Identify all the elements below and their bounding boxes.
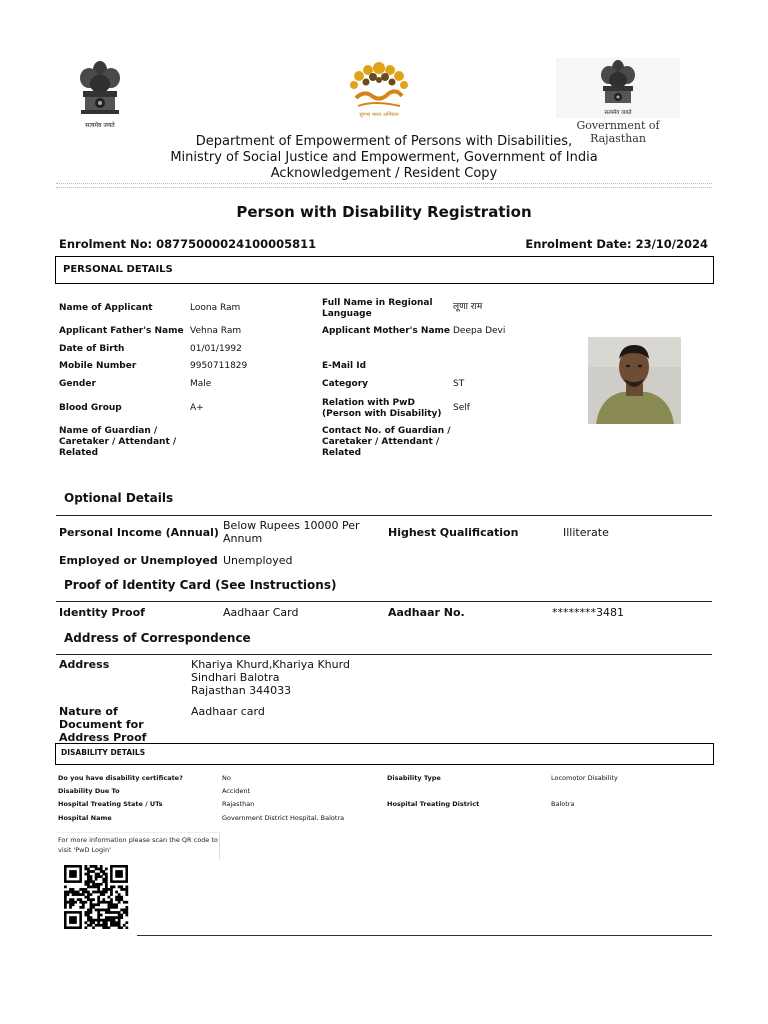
qualification-value: Illiterate: [563, 526, 609, 539]
blood-group-label: Blood Group: [59, 403, 122, 413]
disability-details-header: [55, 743, 714, 765]
certificate-label: Do you have disability certificate?: [58, 774, 183, 782]
category-value: ST: [453, 379, 465, 389]
hospital-district-label: Hospital Treating District: [387, 800, 480, 808]
qr-note: For more information please scan the QR code to visit 'PwD Login': [58, 836, 218, 854]
divider: [56, 515, 712, 516]
personal-details-header: [55, 256, 714, 284]
enrolment-date: Enrolment Date: 23/10/2024: [525, 237, 708, 251]
address-heading: Address of Correspondence: [64, 631, 251, 645]
identity-proof-value: Aadhaar Card: [223, 606, 299, 619]
footer-rule: [137, 935, 712, 936]
relation-value: Self: [453, 403, 470, 413]
blood-group-value: A+: [190, 403, 204, 413]
qr-code-icon[interactable]: [63, 865, 129, 929]
employment-label: Employed or Unemployed: [59, 554, 218, 567]
center-logo-text: सुगम्य भारत अभियान: [359, 112, 399, 118]
aadhaar-label: Aadhaar No.: [388, 606, 465, 619]
mother-name-label: Applicant Mother's Name: [322, 326, 450, 336]
hospital-state-label: Hospital Treating State / UTs: [58, 800, 163, 808]
gender-value: Male: [190, 379, 212, 389]
address-line-1: Khariya Khurd,Khariya Khurd: [191, 658, 350, 671]
hospital-district-value: Balotra: [551, 800, 575, 808]
regional-name-label: Full Name in Regional Language: [322, 298, 433, 319]
gender-label: Gender: [59, 379, 96, 389]
applicant-photo: [588, 337, 681, 424]
page-title: Person with Disability Registration: [236, 203, 532, 221]
mobile-label: Mobile Number: [59, 361, 137, 371]
disability-due-label: Disability Due To: [58, 787, 120, 795]
hospital-state-value: Rajasthan: [222, 800, 255, 808]
address-line-3: Rajasthan 344033: [191, 684, 292, 697]
dept-line1: Department of Empowerment of Persons with Disabilities,: [195, 134, 573, 149]
dob-label: Date of Birth: [59, 344, 125, 354]
certificate-value: No: [222, 774, 231, 782]
rajasthan-emblem-icon: [556, 58, 680, 145]
optional-details-heading: Optional Details: [64, 491, 174, 505]
dept-line3: Acknowledgement / Resident Copy: [270, 166, 498, 181]
income-label: Personal Income (Annual): [59, 526, 219, 539]
divider: [56, 601, 712, 602]
divider: [56, 187, 712, 188]
address-doc-label: Nature of Document for Address Proof: [59, 705, 147, 744]
disability-due-value: Accident: [222, 787, 251, 795]
address-label: Address: [59, 658, 110, 671]
enrolment-number: Enrolment No: 08775000024100005811: [59, 237, 317, 251]
identity-proof-heading: Proof of Identity Card (See Instructions): [64, 578, 337, 592]
income-value: Below Rupees 10000 Per Annum: [223, 519, 360, 545]
qualification-label: Highest Qualification: [388, 526, 519, 539]
regional-name-value: लूणा राम: [453, 302, 483, 312]
name-label: Name of Applicant: [59, 303, 153, 313]
left-emblem-motto: सत्यमेव जयते: [85, 122, 115, 129]
personal-details-heading: PERSONAL DETAILS: [63, 264, 173, 275]
category-label: Category: [322, 379, 369, 389]
identity-proof-label: Identity Proof: [59, 606, 145, 619]
father-name-label: Applicant Father's Name: [59, 326, 184, 336]
divider: [56, 654, 712, 655]
mother-name-value: Deepa Devi: [453, 326, 506, 336]
divider: [56, 183, 712, 184]
right-emblem-caption: Government of Rajasthan: [576, 119, 660, 145]
hospital-name-value: Government District Hospital, Balotra: [222, 814, 345, 822]
ashoka-emblem-icon: [76, 58, 124, 134]
guardian-label: Name of Guardian / Caretaker / Attendant / Related: [59, 426, 177, 458]
employment-value: Unemployed: [223, 554, 293, 567]
disability-details-heading: DISABILITY DETAILS: [61, 748, 146, 757]
address-line-2: Sindhari Balotra: [191, 671, 280, 684]
address-doc-value: Aadhaar card: [191, 705, 265, 718]
disability-type-value: Locomotor Disability: [551, 774, 618, 782]
dob-value: 01/01/1992: [190, 344, 242, 354]
disability-type-label: Disability Type: [387, 774, 441, 782]
right-emblem-motto: सत्यमेव जयते: [604, 110, 632, 116]
name-value: Loona Ram: [190, 303, 241, 313]
father-name-value: Vehna Ram: [190, 326, 242, 336]
accessible-india-logo-icon: [344, 60, 414, 120]
relation-label: Relation with PwD (Person with Disability): [322, 398, 442, 419]
hospital-name-label: Hospital Name: [58, 814, 112, 822]
mobile-value: 9950711829: [190, 361, 248, 371]
guardian-contact-label: Contact No. of Guardian / Caretaker / Attendant / Related: [322, 426, 451, 458]
department-header: [0, 134, 768, 182]
dept-line2: Ministry of Social Justice and Empowerment, Government of India: [170, 150, 598, 165]
email-label: E-Mail Id: [322, 361, 367, 371]
aadhaar-value: ********3481: [552, 606, 624, 619]
